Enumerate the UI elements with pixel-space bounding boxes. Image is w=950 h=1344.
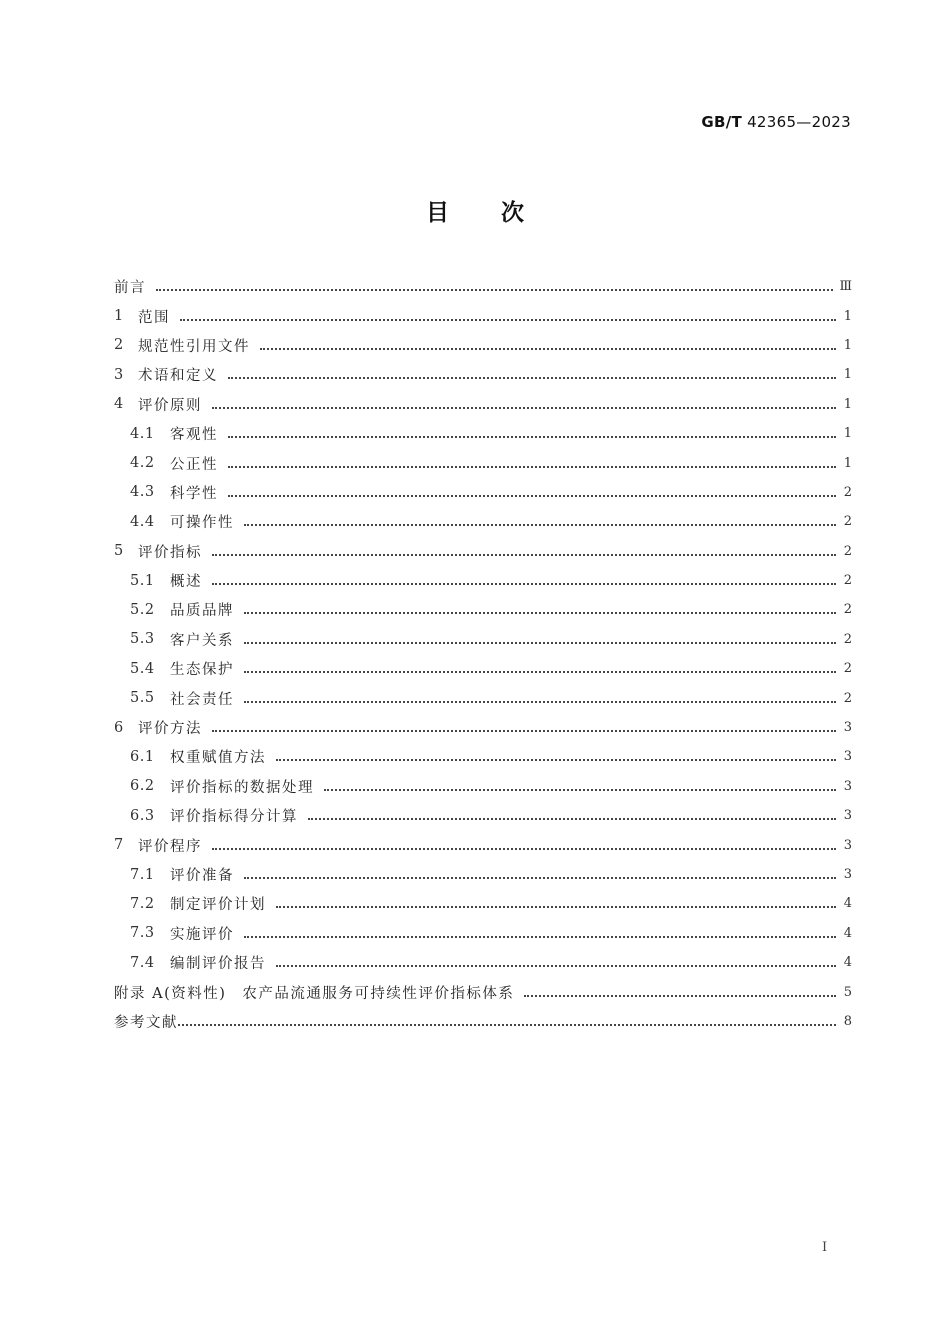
toc-entry[interactable]	[114, 948, 852, 977]
table-of-contents	[114, 272, 852, 1036]
toc-entry[interactable]	[114, 566, 852, 595]
toc-entry-label: 编制评价报告	[170, 956, 266, 973]
toc-entry-label: 评价程序	[138, 838, 202, 855]
toc-entry-label: 评价指标	[138, 544, 202, 561]
toc-entry[interactable]	[114, 654, 852, 683]
toc-entry-page: 2	[843, 631, 852, 647]
toc-dot-leader	[156, 288, 833, 291]
toc-dot-leader	[276, 758, 836, 761]
toc-entry-label: 制定评价计划	[170, 897, 266, 914]
toc-entry-number: 6	[114, 719, 124, 736]
toc-entry[interactable]	[114, 390, 852, 419]
toc-entry-number: 5.4	[130, 660, 155, 677]
toc-dot-leader	[276, 964, 836, 967]
toc-entry-label: 科学性	[170, 485, 218, 502]
toc-entry-label: 客观性	[170, 427, 218, 444]
toc-entry[interactable]	[114, 272, 852, 301]
toc-entry-number: 2	[114, 337, 124, 354]
toc-entry[interactable]	[114, 478, 852, 507]
toc-dot-leader	[244, 523, 836, 526]
toc-dot-leader	[228, 494, 836, 497]
toc-entry-page: 1	[843, 396, 852, 412]
toc-dot-leader	[212, 406, 836, 409]
toc-entry-number: 5.1	[130, 572, 155, 589]
toc-dot-leader	[244, 670, 836, 673]
toc-entry-page: 2	[843, 602, 852, 618]
toc-entry[interactable]	[114, 595, 852, 624]
toc-entry-label: 实施评价	[170, 926, 234, 943]
toc-entry-page: 4	[843, 896, 852, 912]
toc-entry-number: 5.2	[130, 601, 155, 618]
toc-entry[interactable]	[114, 625, 852, 654]
toc-entry-number: 4.2	[130, 455, 155, 472]
toc-entry-number: 7	[114, 837, 124, 854]
toc-entry-page: 1	[843, 337, 852, 353]
toc-entry-label: 概述	[170, 574, 202, 591]
toc-entry[interactable]	[114, 860, 852, 889]
toc-entry-page: 2	[843, 661, 852, 677]
toc-entry-page: 3	[843, 837, 852, 853]
toc-entry-page: 2	[843, 690, 852, 706]
toc-dot-leader	[180, 318, 836, 321]
toc-entry-label: 评价准备	[170, 868, 234, 884]
toc-entry[interactable]	[114, 331, 852, 360]
toc-dot-leader	[244, 641, 836, 644]
toc-entry-number: 7.3	[130, 925, 155, 942]
toc-entry[interactable]	[114, 889, 852, 918]
page-title: 目次	[426, 200, 576, 226]
toc-entry-page: 3	[843, 867, 852, 882]
toc-entry-page: 3	[843, 778, 852, 794]
toc-dot-leader	[212, 553, 836, 556]
toc-entry[interactable]	[114, 448, 852, 477]
toc-entry-page: 4	[843, 955, 852, 971]
toc-entry-page: 1	[843, 308, 852, 324]
toc-entry-label: 评价指标的数据处理	[170, 779, 314, 796]
standard-number: 42365—2023	[747, 113, 851, 131]
toc-dot-leader	[524, 994, 836, 997]
toc-dot-leader	[212, 847, 836, 850]
toc-entry-label: 评价指标得分计算	[170, 809, 298, 826]
standard-prefix: GB/T	[701, 113, 743, 131]
toc-dot-leader	[276, 905, 836, 908]
toc-dot-leader	[244, 935, 836, 938]
toc-dot-leader	[324, 788, 836, 791]
toc-entry-page: 1	[843, 426, 852, 442]
toc-entry-number: 5.5	[130, 690, 155, 707]
toc-entry-label: 社会责任	[170, 691, 234, 708]
toc-entry-number: 5.3	[130, 631, 155, 648]
toc-entry-label: 规范性引用文件	[138, 338, 250, 355]
toc-entry-page: 2	[843, 484, 852, 500]
toc-entry-label: 前言	[114, 280, 146, 297]
toc-entry-number: 5	[114, 543, 124, 560]
toc-entry[interactable]	[114, 713, 852, 742]
toc-entry-number: 4.1	[130, 425, 155, 442]
toc-dot-leader	[178, 1023, 836, 1026]
toc-entry-label: 范围	[138, 309, 170, 326]
toc-entry-number: 7.2	[130, 895, 155, 912]
toc-entry[interactable]	[114, 830, 852, 859]
toc-entry-page: 1	[843, 455, 852, 471]
toc-dot-leader	[260, 347, 836, 350]
toc-entry[interactable]	[114, 742, 852, 771]
toc-entry-page: 3	[843, 749, 852, 765]
page-number: Ⅰ	[822, 1240, 828, 1255]
toc-entry[interactable]	[114, 919, 852, 948]
toc-entry-page: 8	[843, 1013, 852, 1029]
toc-entry-page: 3	[843, 720, 852, 736]
toc-dot-leader	[228, 435, 836, 438]
toc-entry-label: 客户关系	[170, 632, 234, 649]
toc-dot-leader	[228, 465, 836, 468]
standard-code	[701, 113, 851, 131]
toc-entry-bibliography[interactable]	[114, 1007, 852, 1036]
toc-entry-number: 7.4	[130, 954, 155, 971]
toc-entry[interactable]	[114, 537, 852, 566]
toc-entry-annex[interactable]	[114, 977, 852, 1006]
toc-dot-leader	[244, 611, 836, 614]
toc-entry-page: 2	[843, 543, 852, 559]
toc-entry[interactable]	[114, 360, 852, 389]
toc-entry-label: 评价原则	[138, 397, 202, 414]
toc-dot-leader	[244, 700, 836, 703]
toc-entry-label: 品质品牌	[170, 603, 234, 620]
toc-entry-page: 2	[843, 573, 852, 589]
toc-entry-page: 5	[843, 984, 852, 1000]
toc-entry[interactable]	[114, 507, 852, 536]
toc-entry-page: 3	[843, 808, 852, 824]
toc-entry-label: 公正性	[170, 456, 218, 473]
toc-entry-label: 评价方法	[138, 721, 202, 738]
toc-dot-leader	[244, 876, 836, 879]
toc-entry-label: 可操作性	[170, 515, 234, 532]
toc-entry-number: 4	[114, 396, 124, 413]
toc-entry-label: 生态保护	[170, 662, 234, 679]
toc-entry-label: 参考文献	[114, 1014, 178, 1031]
toc-entry-page: Ⅲ	[839, 279, 852, 295]
toc-entry-number: 3	[114, 366, 124, 383]
toc-entry-label: 术语和定义	[138, 368, 218, 385]
toc-entry-label: 权重赋值方法	[170, 750, 266, 767]
toc-entry-number: 1	[114, 308, 124, 325]
toc-entry-label: 附录 A(资料性) 农产品流通服务可持续性评价指标体系	[114, 985, 515, 1002]
toc-entry[interactable]	[114, 801, 852, 830]
toc-entry[interactable]	[114, 772, 852, 801]
toc-entry-number: 6.3	[130, 807, 155, 824]
toc-entry-number: 6.2	[130, 778, 155, 795]
toc-entry-number: 6.1	[130, 748, 155, 765]
toc-entry[interactable]	[114, 683, 852, 712]
toc-entry-number: 4.4	[130, 513, 155, 530]
toc-entry-number: 7.1	[130, 866, 155, 883]
toc-entry[interactable]	[114, 419, 852, 448]
toc-entry-page: 2	[843, 514, 852, 530]
toc-entry-page: 4	[843, 925, 852, 941]
toc-dot-leader	[228, 376, 836, 379]
toc-dot-leader	[212, 582, 836, 585]
toc-entry-number: 4.3	[130, 484, 155, 501]
toc-dot-leader	[212, 729, 836, 732]
toc-dot-leader	[308, 817, 836, 820]
toc-entry[interactable]	[114, 301, 852, 330]
toc-entry-page: 1	[843, 367, 852, 383]
